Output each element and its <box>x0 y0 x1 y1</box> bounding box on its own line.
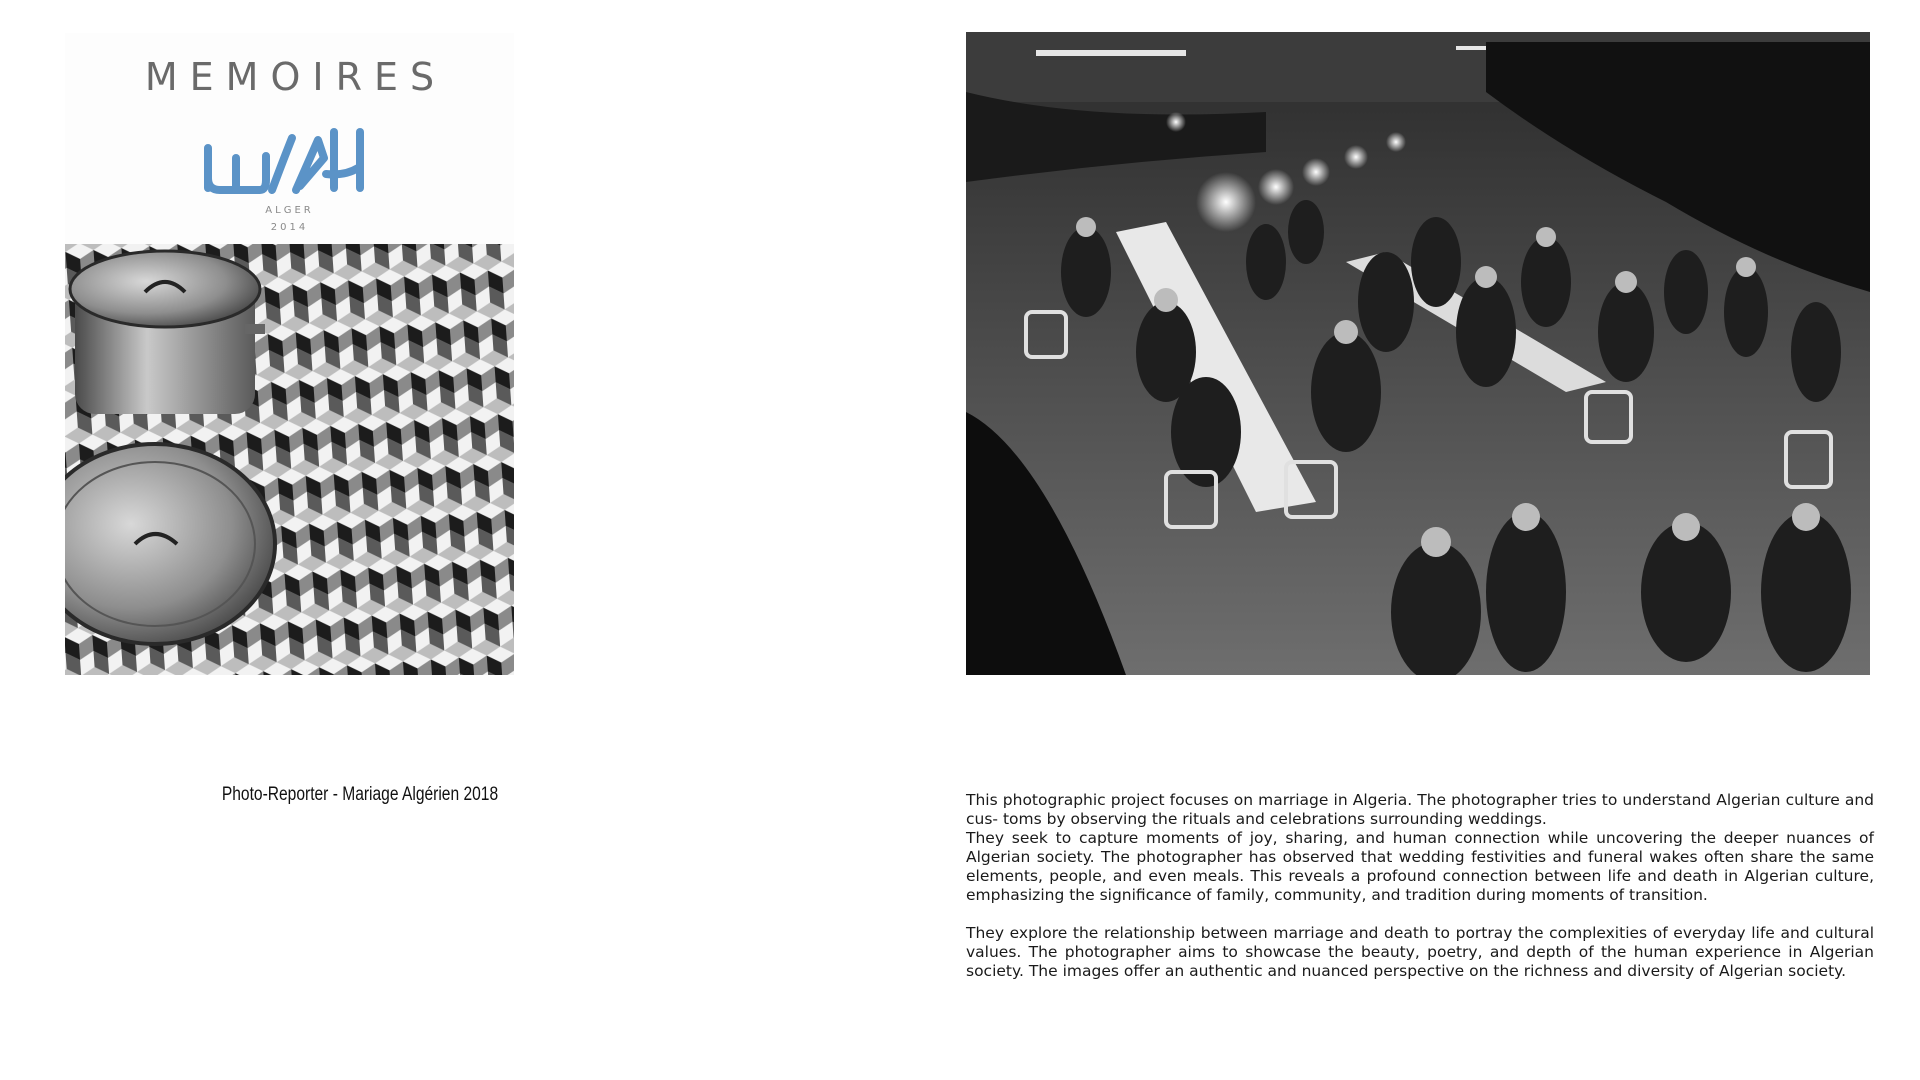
description-paragraph-2: They seek to capture moments of joy, sharing, and human connection while uncovering the deeper nuances of Algerian society. The photographer has observed that wedding festivities and funeral wakes often share the same elements, people, and even meals. This reveals a profound connection between life and death in Algerian culture, emphasizing the significance of family, community, and tradition during moments of transition. <box>966 829 1874 904</box>
wedding-gathering-photo <box>966 32 1870 675</box>
photo-caption: Photo-Reporter - Mariage Algérien 2018 <box>221 784 499 805</box>
description-paragraph-1: This photographic project focuses on marriage in Algeria. The photographer tries to understand Algerian culture and cus- toms by observing the rituals and celebrations surrounding weddings. <box>966 791 1874 828</box>
cover-title: MEMOIRES <box>144 55 447 99</box>
cover-city: ALGER <box>265 205 314 216</box>
description-paragraph-3: They explore the relationship between marriage and death to portray the complexities of everyday life and cultural values. The photographer aims to showcase the beauty, poetry, and depth of the human experience in Algerian society. The images offer an authentic and nuanced perspective on the richness and diversity of Algerian society. <box>966 924 1874 980</box>
pots-on-tiles-photo <box>65 244 514 675</box>
cover-year: 2014 <box>270 222 309 233</box>
project-description <box>966 791 1874 981</box>
pot-lid-icon <box>65 444 275 644</box>
pot-icon <box>70 251 265 414</box>
cover-panel <box>65 33 514 244</box>
